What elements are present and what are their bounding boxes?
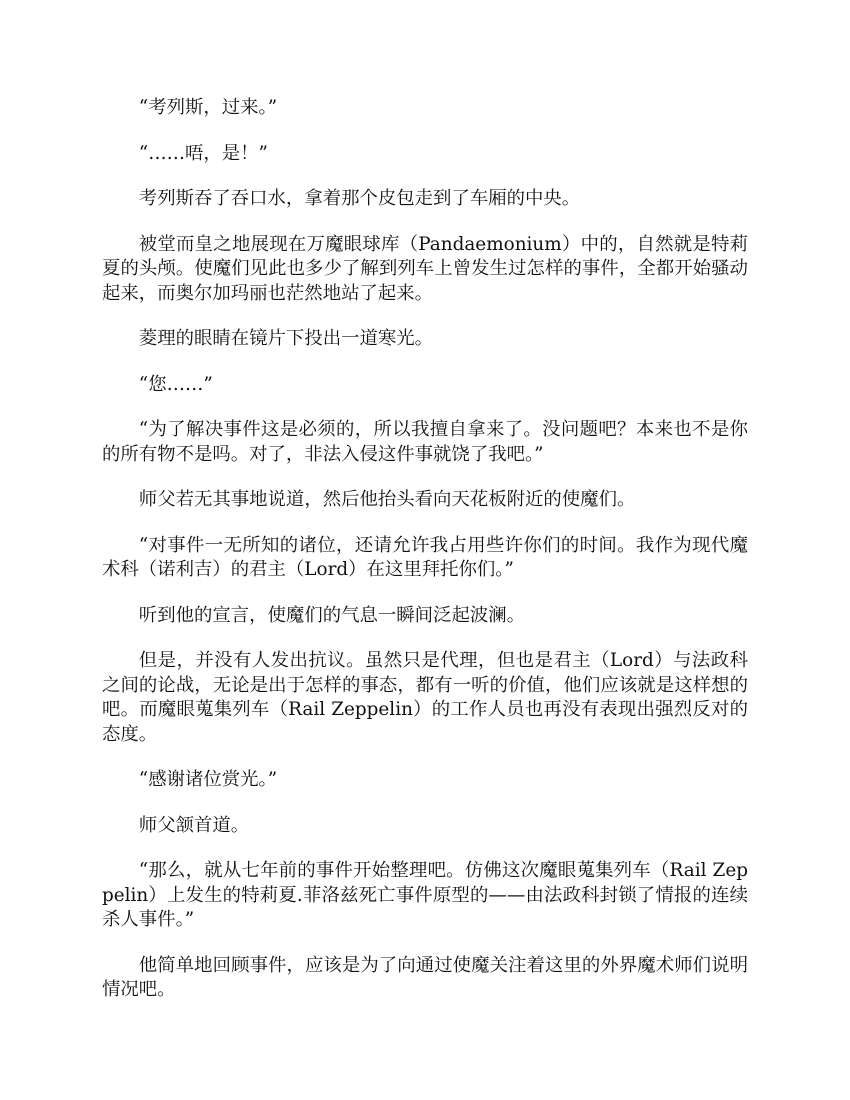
paragraph-13: 师父颔首道。 [138, 814, 250, 836]
paragraph-3: 考列斯吞了吞口水，拿着那个皮包走到了车厢的中央。 [138, 188, 581, 209]
paragraph-5: 菱理的眼睛在镜片下投出一道寒光。 [138, 328, 434, 349]
paragraph-15: 他简单地回顾事件，应该是为了向通过使魔关注着这里的外界魔术师们说明情况吧。 [102, 954, 748, 1000]
paragraph-10: 听到他的宣言，使魔们的气息一瞬间泛起波澜。 [138, 604, 526, 626]
paragraph-1: “考列斯，过来。” [138, 97, 278, 118]
paragraph-2: “……唔，是！” [138, 142, 268, 164]
paragraph-11: 但是，并没有人发出抗议。虽然只是代理，但也是君主（Lord）与法政科之间的论战，无论是出于怎样的事态，都有一听的价值，他们应该就是这样想的吧。而魔眼蒐集列车（Rail Zeppelin）的工作人员也再没有表现出强烈反对的态度。 [102, 650, 748, 745]
paragraph-4: 被堂而皇之地展现在万魔眼球库（Pandaemonium）中的，自然就是特莉夏的头颅。使魔们见此也多少了解到列车上曾发生过怎样的事件，全都开始骚动起来，而奥尔加玛丽也茫然地站了起来。 [102, 233, 748, 304]
paragraph-14: “那么，就从七年前的事件开始整理吧。仿佛这次魔眼蒐集列车（Rail Zeppelin）上发生的特莉夏.菲洛兹死亡事件原型的——由法政科封锁了情报的连续杀人事件。” [102, 860, 748, 930]
paragraph-8: 师父若无其事地说道，然后他抬头看向天花板附近的使魔们。 [138, 489, 636, 510]
paragraph-7: “为了解决事件这是必须的，所以我擅自拿来了。没问题吧？本来也不是你的所有物不是吗。对了，非法入侵这件事就饶了我吧。” [102, 419, 748, 465]
paragraph-6: “您……” [138, 373, 213, 395]
paragraph-9: “对事件一无所知的诸位，还请允许我占用些许你们的时间。我作为现代魔术科（诺利吉）的君主（Lord）在这里拜托你们。” [102, 534, 748, 580]
paragraph-12: “感谢诸位赏光。” [138, 769, 278, 790]
